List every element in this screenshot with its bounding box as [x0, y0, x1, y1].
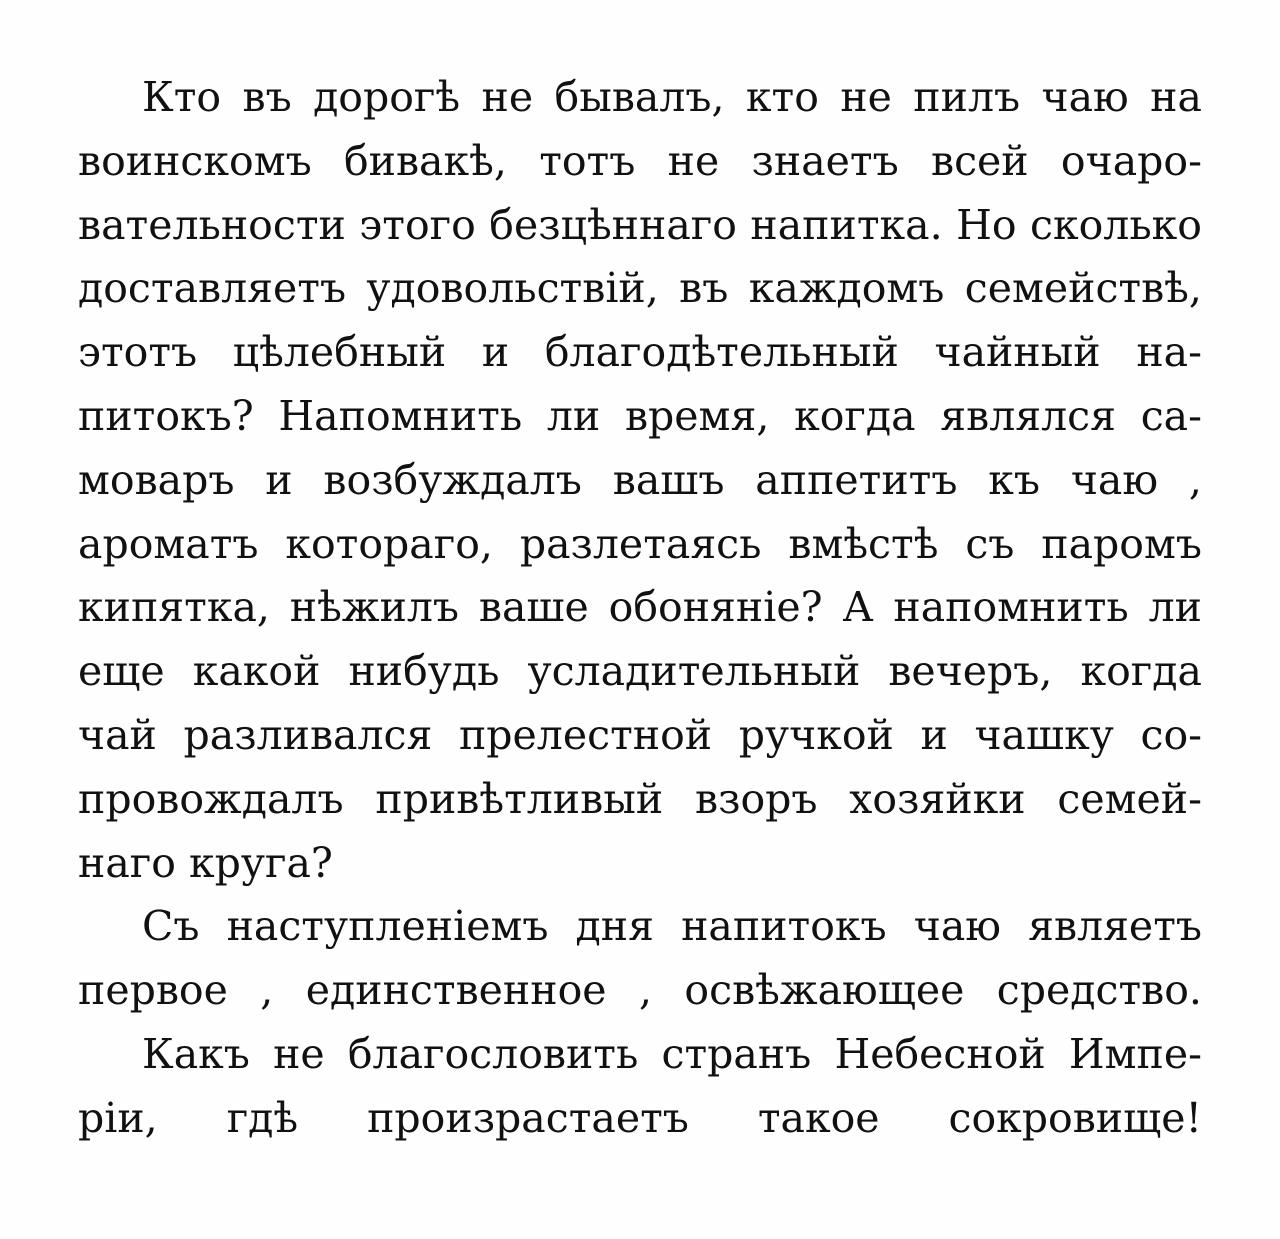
- word: благословить: [347, 1029, 639, 1078]
- word: ли: [546, 391, 601, 440]
- word: ли: [1148, 583, 1202, 632]
- word: ,: [1188, 455, 1202, 504]
- word: когда: [794, 391, 916, 440]
- word: семей-: [1057, 774, 1202, 823]
- word: въ: [242, 73, 292, 121]
- word: и: [481, 328, 510, 377]
- word: кто: [745, 73, 819, 121]
- word: произрастаетъ: [367, 1093, 689, 1142]
- word: и: [920, 710, 948, 759]
- word: бывалъ,: [554, 73, 725, 121]
- word: кипятка,: [78, 583, 270, 632]
- word: къ: [988, 455, 1040, 504]
- word: Небесной: [834, 1029, 1046, 1078]
- word: не: [273, 1029, 325, 1078]
- text-line: [78, 895, 1202, 959]
- word: разливался: [183, 710, 433, 759]
- paragraph: [78, 895, 1202, 1023]
- text-line: [78, 959, 1202, 1023]
- text-line: [78, 576, 1202, 640]
- word: аппетитъ: [755, 455, 958, 504]
- word: Но: [956, 200, 1017, 249]
- text-line: [78, 321, 1202, 385]
- word: напитка.: [750, 200, 943, 249]
- word: питокъ?: [78, 391, 254, 440]
- text-line: [78, 66, 1202, 130]
- word: нибудь: [348, 647, 500, 696]
- text-line: [78, 640, 1202, 704]
- word: доставляетъ: [78, 264, 347, 313]
- word: возбуждалъ: [323, 455, 582, 504]
- word: единственное: [305, 966, 607, 1015]
- word: семействѣ,: [964, 264, 1202, 313]
- word: когда: [1080, 647, 1202, 696]
- word: воинскомъ: [78, 136, 312, 185]
- word: каждомъ: [748, 264, 945, 313]
- word: этотъ: [78, 328, 198, 377]
- word: сколько: [1030, 200, 1202, 249]
- word: чайный: [934, 328, 1101, 377]
- text-line: [78, 768, 1202, 832]
- word: А: [842, 583, 874, 632]
- word: ріи,: [78, 1093, 158, 1142]
- word: благодѣтельный: [544, 328, 899, 377]
- word: не: [667, 136, 720, 185]
- word: ваше: [478, 583, 589, 632]
- word: на-: [1136, 328, 1202, 377]
- word: напитокъ: [681, 902, 887, 951]
- word: наступленіемъ: [226, 902, 549, 951]
- word: чай: [78, 710, 157, 759]
- word: чаю: [1070, 455, 1159, 504]
- word: не: [481, 73, 534, 121]
- word: ручкой: [738, 710, 894, 759]
- text-line: [78, 1087, 1202, 1151]
- word: на: [1150, 73, 1202, 121]
- text-line: [78, 257, 1202, 321]
- word: сокровище!: [948, 1093, 1202, 1142]
- text-line: [78, 194, 1202, 258]
- text-line: наго круга?: [78, 838, 333, 887]
- word: знаетъ: [751, 136, 899, 185]
- word: чаю: [1041, 73, 1129, 121]
- word: котораго,: [285, 519, 493, 568]
- text-line: [78, 130, 1202, 194]
- text-line: [78, 449, 1202, 513]
- word: пилъ: [913, 73, 1021, 121]
- word: тотъ: [539, 136, 636, 185]
- word: ,: [638, 966, 652, 1015]
- word: средство.: [996, 966, 1202, 1015]
- word: дорогѣ: [313, 73, 461, 121]
- word: провождалъ: [78, 774, 344, 823]
- word: нѣжилъ: [289, 583, 460, 632]
- word: въ: [679, 264, 729, 313]
- word: чаю: [913, 902, 1001, 951]
- word: Импе-: [1068, 1029, 1202, 1078]
- word: ,: [260, 966, 274, 1015]
- word: вечеръ,: [888, 647, 1053, 696]
- word: первое: [78, 966, 228, 1015]
- word: хозяйки: [849, 774, 1026, 823]
- word: моваръ: [78, 455, 235, 504]
- paragraph: [78, 66, 1202, 895]
- word: са-: [1140, 391, 1202, 440]
- word: бивакѣ,: [343, 136, 507, 185]
- word: время,: [624, 391, 770, 440]
- word: привѣтливый: [375, 774, 664, 823]
- word: паромъ: [1041, 519, 1202, 568]
- word: цѣлебный: [232, 328, 447, 377]
- paragraph: [78, 1023, 1202, 1151]
- word: гдѣ: [226, 1093, 299, 1142]
- word: этого: [359, 200, 476, 249]
- text-line: [78, 385, 1202, 449]
- word: вашъ: [612, 455, 725, 504]
- word: являетъ: [1028, 902, 1202, 951]
- word: ароматъ: [78, 519, 259, 568]
- word: Какъ: [142, 1029, 250, 1078]
- word: Напомнить: [278, 391, 523, 440]
- word: безцѣннаго: [489, 200, 737, 249]
- word: обоняніе?: [608, 583, 823, 632]
- text-line: [78, 513, 1202, 577]
- word: какой: [192, 647, 321, 696]
- text-line: [78, 704, 1202, 768]
- word: вмѣстѣ: [788, 519, 939, 568]
- word: вательности: [78, 200, 346, 249]
- word: съ: [965, 519, 1015, 568]
- word: и: [265, 455, 293, 504]
- word: являлся: [940, 391, 1116, 440]
- document-text: [78, 66, 1202, 1151]
- word: чашку: [974, 710, 1114, 759]
- word: Съ: [142, 902, 200, 951]
- word: напомнить: [893, 583, 1129, 632]
- word: еще: [78, 647, 165, 696]
- word: разлетаясь: [519, 519, 762, 568]
- word: Кто: [142, 73, 222, 121]
- word: взоръ: [695, 774, 818, 823]
- word: всей: [930, 136, 1029, 185]
- word: прелестной: [458, 710, 713, 759]
- text-line: [78, 1023, 1202, 1087]
- word: усладительный: [527, 647, 861, 696]
- word: очаро-: [1060, 136, 1202, 185]
- word: освѣжающее: [684, 966, 965, 1015]
- word: не: [840, 73, 892, 121]
- word: странъ: [661, 1029, 812, 1078]
- word: дня: [575, 902, 654, 951]
- word: такое: [757, 1093, 880, 1142]
- word: со-: [1140, 710, 1202, 759]
- word: удовольствій,: [366, 264, 659, 313]
